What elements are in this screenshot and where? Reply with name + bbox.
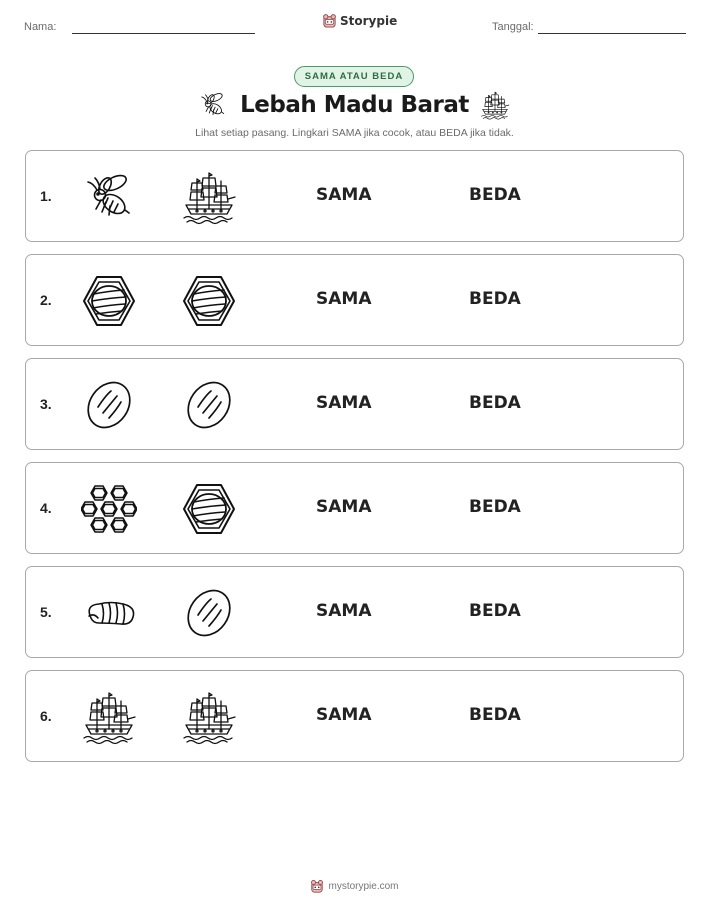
different-option[interactable]: BEDA: [469, 393, 521, 413]
same-option[interactable]: SAMA: [316, 289, 372, 309]
footer: [0, 879, 709, 893]
ship-icon: [480, 90, 510, 120]
storypie-logo-icon: [322, 13, 337, 28]
activity-badge: SAMA ATAU BEDA: [294, 66, 414, 87]
date-label: Tanggal:: [492, 21, 534, 33]
different-option[interactable]: BEDA: [469, 497, 521, 517]
worksheet-header: [0, 12, 709, 42]
same-option[interactable]: SAMA: [316, 185, 372, 205]
title-row: [0, 90, 709, 124]
seed-icon: [181, 585, 237, 641]
row-number: 1.: [40, 188, 52, 204]
honey-jar-icon: [181, 481, 237, 537]
storypie-logo-icon: [310, 879, 324, 893]
row-number: 4.: [40, 500, 52, 516]
name-label: Nama:: [24, 21, 57, 33]
bee-icon: [81, 169, 137, 225]
same-option[interactable]: SAMA: [316, 393, 372, 413]
brand-name: Storypie: [340, 13, 398, 28]
exercise-row: [25, 254, 684, 346]
different-option[interactable]: BEDA: [469, 185, 521, 205]
exercise-row: [25, 670, 684, 762]
name-field[interactable]: [72, 33, 255, 34]
honeycomb-icon: [81, 481, 137, 537]
different-option[interactable]: BEDA: [469, 289, 521, 309]
row-number: 2.: [40, 292, 52, 308]
same-option[interactable]: SAMA: [316, 705, 372, 725]
row-number: 6.: [40, 708, 52, 724]
seed-icon: [181, 377, 237, 433]
row-number: 5.: [40, 604, 52, 620]
exercise-row: [25, 150, 684, 242]
honey-jar-icon: [181, 273, 237, 329]
row-number: 3.: [40, 396, 52, 412]
exercise-row: [25, 358, 684, 450]
same-option[interactable]: SAMA: [316, 601, 372, 621]
different-option[interactable]: BEDA: [469, 705, 521, 725]
exercise-row: [25, 462, 684, 554]
ship-icon: [181, 689, 237, 745]
instructions: Lihat setiap pasang. Lingkari SAMA jika cocok, atau BEDA jika tidak.: [195, 127, 514, 139]
footer-url[interactable]: mystorypie.com: [328, 880, 399, 892]
same-option[interactable]: SAMA: [316, 497, 372, 517]
brand-logo: [322, 13, 397, 28]
seed-icon: [81, 377, 137, 433]
ship-icon: [181, 169, 237, 225]
exercise-row: [25, 566, 684, 658]
date-field[interactable]: [538, 33, 686, 34]
honey-jar-icon: [81, 273, 137, 329]
different-option[interactable]: BEDA: [469, 601, 521, 621]
ship-icon: [81, 689, 137, 745]
page-title: Lebah Madu Barat: [240, 92, 469, 118]
larva-icon: [81, 585, 137, 641]
